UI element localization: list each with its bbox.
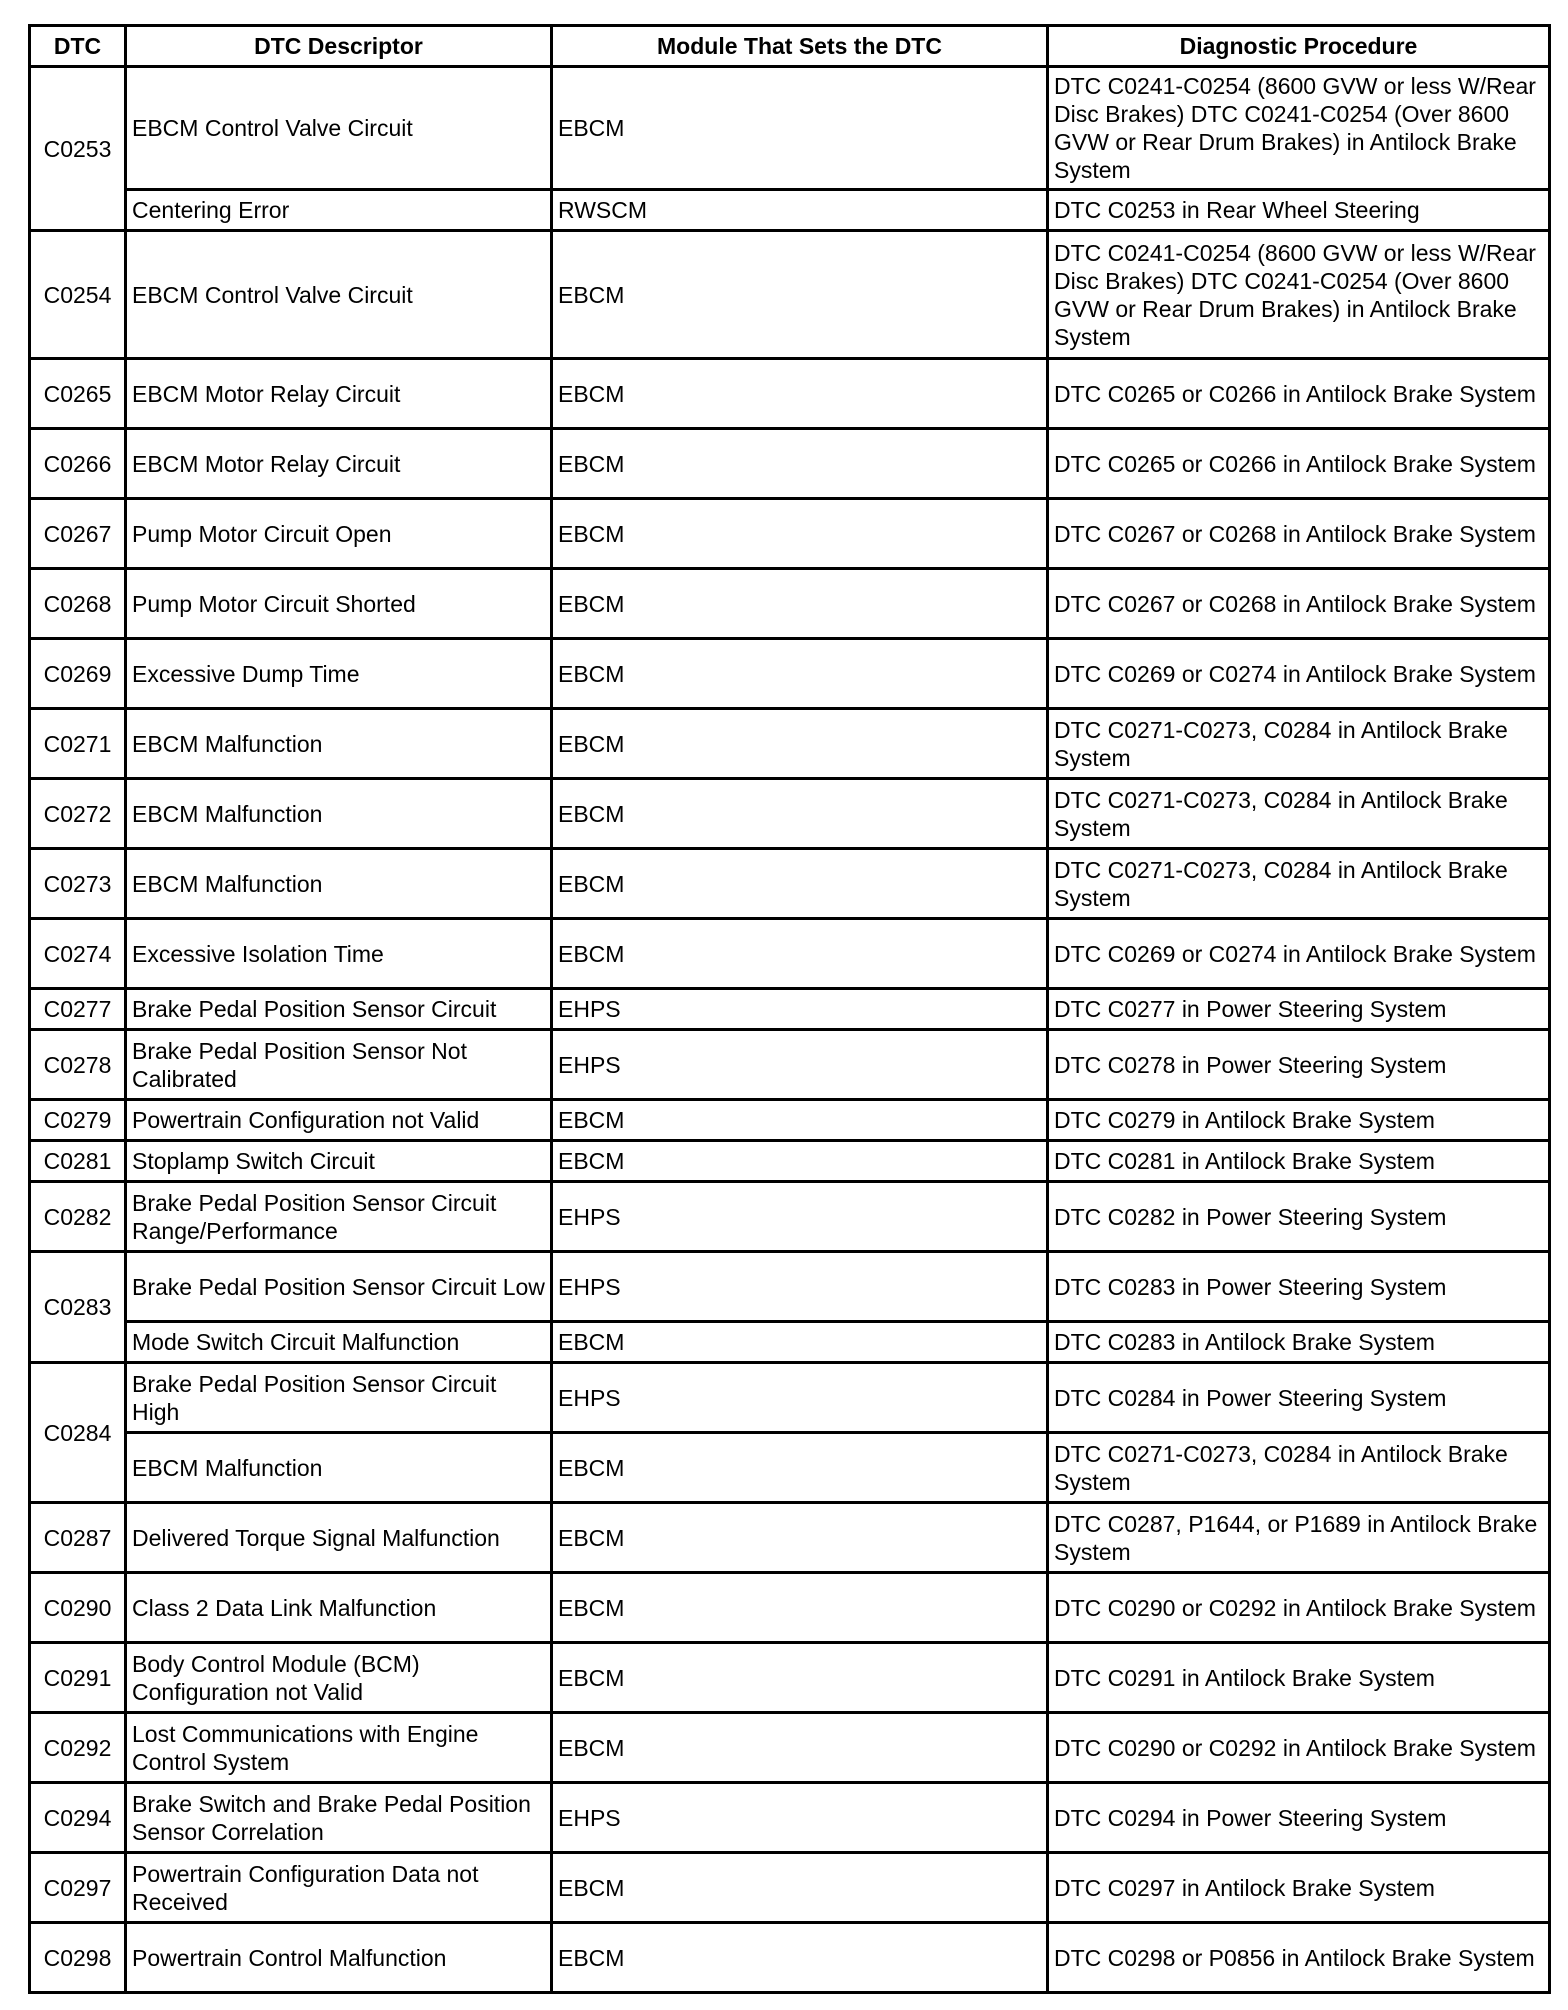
dtc-code-cell: C0272 [30, 779, 126, 849]
procedure-cell: DTC C0282 in Power Steering System [1048, 1182, 1550, 1252]
module-cell: EHPS [552, 1252, 1048, 1322]
dtc-code-cell: C0292 [30, 1713, 126, 1783]
procedure-cell: DTC C0278 in Power Steering System [1048, 1030, 1550, 1100]
module-cell: EBCM [552, 569, 1048, 639]
module-cell: RWSCM [552, 190, 1048, 231]
descriptor-cell: Brake Pedal Position Sensor Not Calibrated [126, 1030, 552, 1100]
procedure-cell: DTC C0294 in Power Steering System [1048, 1783, 1550, 1853]
descriptor-cell: Brake Pedal Position Sensor Circuit High [126, 1363, 552, 1433]
table-row [30, 1573, 1550, 1643]
descriptor-cell: Excessive Dump Time [126, 639, 552, 709]
dtc-code-cell: C0266 [30, 429, 126, 499]
table-row [30, 1923, 1550, 1993]
dtc-code-cell: C0279 [30, 1100, 126, 1141]
dtc-code-cell: C0282 [30, 1182, 126, 1252]
table-row [30, 1030, 1550, 1100]
descriptor-cell: Lost Communications with Engine Control System [126, 1713, 552, 1783]
header-row [30, 26, 1550, 67]
dtc-code-cell: C0254 [30, 231, 126, 359]
module-cell: EBCM [552, 1573, 1048, 1643]
table-row [30, 1853, 1550, 1923]
procedure-cell: DTC C0290 or C0292 in Antilock Brake System [1048, 1573, 1550, 1643]
procedure-cell: DTC C0281 in Antilock Brake System [1048, 1141, 1550, 1182]
dtc-code-cell: C0283 [30, 1252, 126, 1363]
header-procedure: Diagnostic Procedure [1048, 26, 1550, 67]
procedure-cell: DTC C0287, P1644, or P1689 in Antilock Brake System [1048, 1503, 1550, 1573]
procedure-cell: DTC C0241-C0254 (8600 GVW or less W/Rear Disc Brakes) DTC C0241-C0254 (Over 8600 GVW or Rear Drum Brakes) in Antilock Brake System [1048, 231, 1550, 359]
dtc-code-cell: C0291 [30, 1643, 126, 1713]
module-cell: EHPS [552, 1783, 1048, 1853]
dtc-code-cell: C0274 [30, 919, 126, 989]
module-cell: EBCM [552, 1433, 1048, 1503]
procedure-cell: DTC C0267 or C0268 in Antilock Brake System [1048, 569, 1550, 639]
descriptor-cell: Stoplamp Switch Circuit [126, 1141, 552, 1182]
descriptor-cell: Brake Pedal Position Sensor Circuit Low [126, 1252, 552, 1322]
table-row [30, 190, 1550, 231]
procedure-cell: DTC C0291 in Antilock Brake System [1048, 1643, 1550, 1713]
table-row [30, 499, 1550, 569]
header-module: Module That Sets the DTC [552, 26, 1048, 67]
dtc-code-cell: C0290 [30, 1573, 126, 1643]
module-cell: EBCM [552, 1100, 1048, 1141]
module-cell: EBCM [552, 1503, 1048, 1573]
dtc-code-cell: C0294 [30, 1783, 126, 1853]
table-row [30, 231, 1550, 359]
procedure-cell: DTC C0271-C0273, C0284 in Antilock Brake System [1048, 709, 1550, 779]
dtc-code-cell: C0281 [30, 1141, 126, 1182]
module-cell: EHPS [552, 989, 1048, 1030]
procedure-cell: DTC C0283 in Power Steering System [1048, 1252, 1550, 1322]
table-row [30, 709, 1550, 779]
module-cell: EBCM [552, 639, 1048, 709]
dtc-code-cell: C0271 [30, 709, 126, 779]
module-cell: EBCM [552, 359, 1048, 429]
descriptor-cell: Powertrain Configuration not Valid [126, 1100, 552, 1141]
descriptor-cell: Brake Pedal Position Sensor Circuit Range/Performance [126, 1182, 552, 1252]
table-row [30, 849, 1550, 919]
table-row [30, 67, 1550, 190]
dtc-code-cell: C0297 [30, 1853, 126, 1923]
table-row [30, 569, 1550, 639]
procedure-cell: DTC C0241-C0254 (8600 GVW or less W/Rear Disc Brakes) DTC C0241-C0254 (Over 8600 GVW or Rear Drum Brakes) in Antilock Brake System [1048, 67, 1550, 190]
procedure-cell: DTC C0279 in Antilock Brake System [1048, 1100, 1550, 1141]
dtc-code-cell: C0277 [30, 989, 126, 1030]
procedure-cell: DTC C0290 or C0292 in Antilock Brake System [1048, 1713, 1550, 1783]
module-cell: EBCM [552, 67, 1048, 190]
descriptor-cell: Brake Pedal Position Sensor Circuit [126, 989, 552, 1030]
module-cell: EBCM [552, 1322, 1048, 1363]
descriptor-cell: Pump Motor Circuit Shorted [126, 569, 552, 639]
module-cell: EHPS [552, 1363, 1048, 1433]
module-cell: EBCM [552, 429, 1048, 499]
table-row [30, 1433, 1550, 1503]
procedure-cell: DTC C0267 or C0268 in Antilock Brake System [1048, 499, 1550, 569]
table-row [30, 359, 1550, 429]
dtc-code-cell: C0267 [30, 499, 126, 569]
descriptor-cell: EBCM Control Valve Circuit [126, 231, 552, 359]
module-cell: EBCM [552, 499, 1048, 569]
module-cell: EBCM [552, 709, 1048, 779]
module-cell: EBCM [552, 1643, 1048, 1713]
table-row [30, 1322, 1550, 1363]
procedure-cell: DTC C0271-C0273, C0284 in Antilock Brake System [1048, 779, 1550, 849]
descriptor-cell: Body Control Module (BCM) Configuration not Valid [126, 1643, 552, 1713]
table-row [30, 1643, 1550, 1713]
table-row [30, 989, 1550, 1030]
table-row [30, 1100, 1550, 1141]
descriptor-cell: EBCM Control Valve Circuit [126, 67, 552, 190]
table-row [30, 1182, 1550, 1252]
header-dtc: DTC [30, 26, 126, 67]
module-cell: EBCM [552, 779, 1048, 849]
descriptor-cell: EBCM Malfunction [126, 779, 552, 849]
descriptor-cell: Brake Switch and Brake Pedal Position Sensor Correlation [126, 1783, 552, 1853]
procedure-cell: DTC C0297 in Antilock Brake System [1048, 1853, 1550, 1923]
module-cell: EBCM [552, 849, 1048, 919]
dtc-code-cell: C0265 [30, 359, 126, 429]
table-header [30, 26, 1550, 67]
descriptor-cell: EBCM Malfunction [126, 1433, 552, 1503]
dtc-code-cell: C0298 [30, 1923, 126, 1993]
table-row [30, 429, 1550, 499]
descriptor-cell: Excessive Isolation Time [126, 919, 552, 989]
header-descriptor: DTC Descriptor [126, 26, 552, 67]
table-row [30, 919, 1550, 989]
descriptor-cell: EBCM Malfunction [126, 709, 552, 779]
descriptor-cell: EBCM Motor Relay Circuit [126, 359, 552, 429]
procedure-cell: DTC C0269 or C0274 in Antilock Brake System [1048, 639, 1550, 709]
module-cell: EBCM [552, 1713, 1048, 1783]
procedure-cell: DTC C0298 or P0856 in Antilock Brake System [1048, 1923, 1550, 1993]
module-cell: EBCM [552, 1923, 1048, 1993]
descriptor-cell: Powertrain Configuration Data not Received [126, 1853, 552, 1923]
procedure-cell: DTC C0271-C0273, C0284 in Antilock Brake System [1048, 1433, 1550, 1503]
table-row [30, 1783, 1550, 1853]
dtc-code-cell: C0268 [30, 569, 126, 639]
table-row [30, 1503, 1550, 1573]
module-cell: EBCM [552, 1853, 1048, 1923]
table-row [30, 639, 1550, 709]
descriptor-cell: EBCM Motor Relay Circuit [126, 429, 552, 499]
module-cell: EBCM [552, 1141, 1048, 1182]
descriptor-cell: Delivered Torque Signal Malfunction [126, 1503, 552, 1573]
table-row [30, 1713, 1550, 1783]
dtc-code-cell: C0287 [30, 1503, 126, 1573]
procedure-cell: DTC C0269 or C0274 in Antilock Brake System [1048, 919, 1550, 989]
table-row [30, 1363, 1550, 1433]
table-row [30, 1252, 1550, 1322]
module-cell: EBCM [552, 231, 1048, 359]
procedure-cell: DTC C0277 in Power Steering System [1048, 989, 1550, 1030]
descriptor-cell: Class 2 Data Link Malfunction [126, 1573, 552, 1643]
procedure-cell: DTC C0265 or C0266 in Antilock Brake System [1048, 429, 1550, 499]
procedure-cell: DTC C0284 in Power Steering System [1048, 1363, 1550, 1433]
module-cell: EHPS [552, 1182, 1048, 1252]
descriptor-cell: EBCM Malfunction [126, 849, 552, 919]
dtc-code-cell: C0284 [30, 1363, 126, 1503]
dtc-code-cell: C0269 [30, 639, 126, 709]
module-cell: EHPS [552, 1030, 1048, 1100]
procedure-cell: DTC C0265 or C0266 in Antilock Brake System [1048, 359, 1550, 429]
dtc-code-cell: C0278 [30, 1030, 126, 1100]
table-body [30, 67, 1550, 1993]
descriptor-cell: Pump Motor Circuit Open [126, 499, 552, 569]
module-cell: EBCM [552, 919, 1048, 989]
descriptor-cell: Powertrain Control Malfunction [126, 1923, 552, 1993]
descriptor-cell: Mode Switch Circuit Malfunction [126, 1322, 552, 1363]
dtc-code-cell: C0253 [30, 67, 126, 231]
table-row [30, 1141, 1550, 1182]
dtc-table [28, 24, 1551, 1994]
descriptor-cell: Centering Error [126, 190, 552, 231]
procedure-cell: DTC C0283 in Antilock Brake System [1048, 1322, 1550, 1363]
dtc-code-cell: C0273 [30, 849, 126, 919]
procedure-cell: DTC C0271-C0273, C0284 in Antilock Brake System [1048, 849, 1550, 919]
procedure-cell: DTC C0253 in Rear Wheel Steering [1048, 190, 1550, 231]
table-row [30, 779, 1550, 849]
